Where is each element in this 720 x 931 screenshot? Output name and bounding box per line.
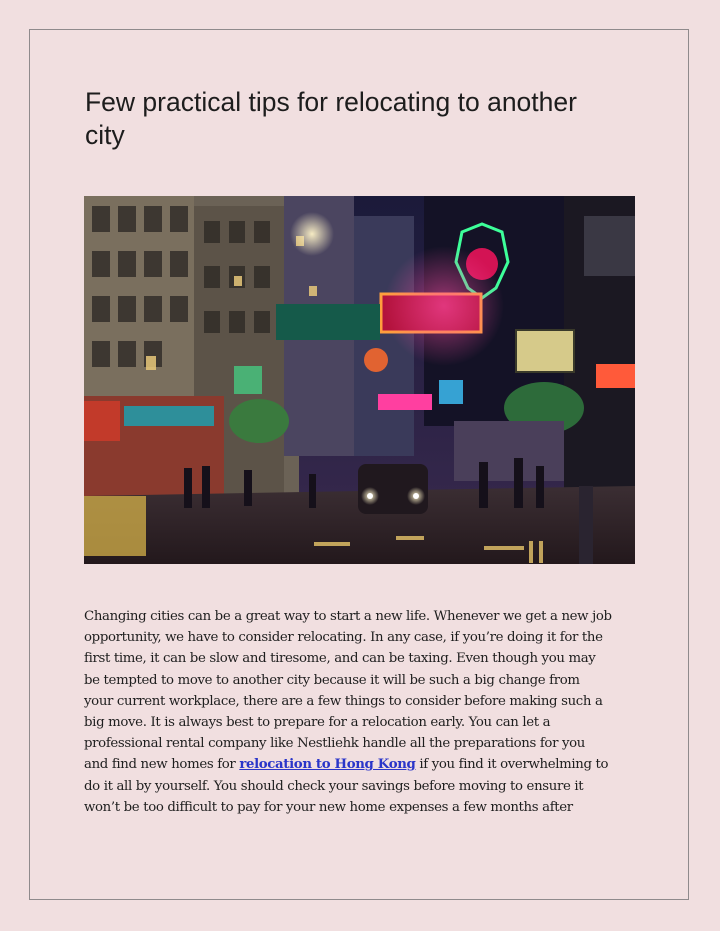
paragraph-line: opportunity, we have to consider relocating. In any case, if you’re doing it for the (84, 630, 603, 646)
paragraph-line: be tempted to move to another city because it will be such a big change from (84, 672, 580, 688)
document-title: Few practical tips for relocating to another city (85, 87, 577, 150)
paragraph-line: your current workplace, there are a few things to consider before making such a (84, 693, 603, 709)
paragraph-line: first time, it can be slow and tiresome, and can be taxing. Even though you may (84, 651, 596, 667)
paragraph-line: won’t be too difficult to pay for your new home expenses a few months after (84, 799, 573, 815)
paragraph-line: Changing cities can be a great way to start a new life. Whenever we get a new job (84, 609, 612, 624)
relocation-hong-kong-link[interactable]: relocation to Hong Kong (239, 757, 416, 773)
paragraph-line: do it all by yourself. You should check your savings before moving to ensure it (84, 778, 584, 794)
paragraph-line: professional rental company like Nestliehk handle all the preparations for you (84, 736, 585, 752)
paragraph-line: big move. It is always best to prepare for a relocation early. You can let a (84, 715, 551, 731)
link-prefix-text: and find new homes for (84, 757, 240, 773)
paragraph-line-with-link (84, 754, 644, 775)
hero-image (84, 196, 635, 564)
hero-image-street-scene (84, 196, 635, 564)
body-paragraph (84, 606, 644, 818)
link-suffix-text: if you find it overwhelming to (415, 757, 609, 773)
